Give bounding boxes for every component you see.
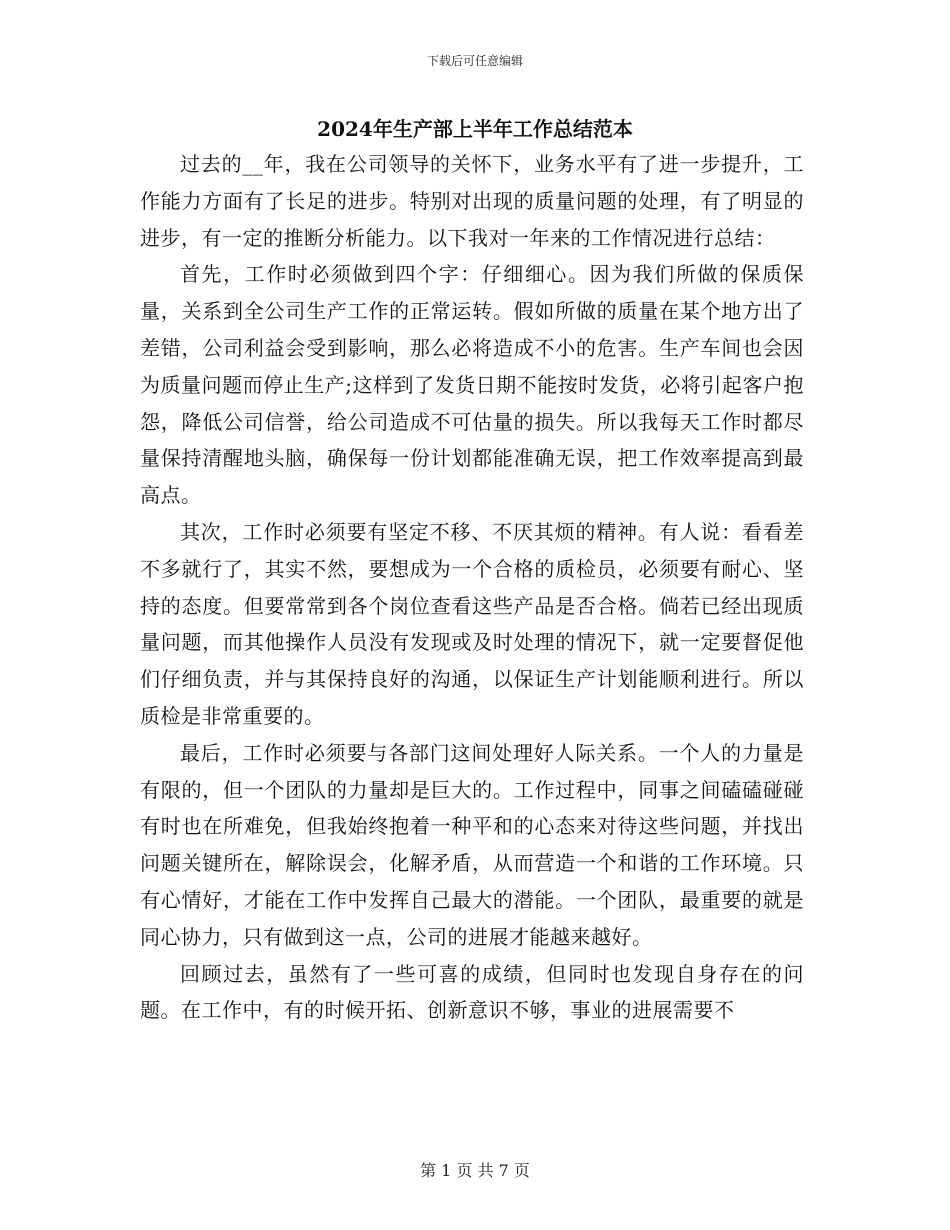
document-title: 2024年生产部上半年工作总结范本 [317, 117, 633, 141]
paragraph-intro: 过去的__年，我在公司领导的关怀下，业务水平有了进一步提升，工作能力方面有了长足的进步。特别对出现的质量问题的处理，有了明显的进步，有一定的推断分析能力。以下我对一年来的工作情况进行总结： [140, 152, 804, 250]
paragraph-second: 其次，工作时必须要有坚定不移、不厌其烦的精神。有人说：看看差不多就行了，其实不然，要想成为一个合格的质检员，必须要有耐心、坚持的态度。但要常常到各个岗位查看这些产品是否合格。倘若已经出现质量问题，而其他操作人员没有发现或及时处理的情况下，就一定要督促他们仔细负责，并与其保持良好的沟通，以保证生产计划能顺利进行。所以质检是非常重要的。 [140, 519, 804, 728]
paragraph-first: 首先，工作时必须做到四个字：仔细细心。因为我们所做的保质保量，关系到全公司生产工作的正常运转。假如所做的质量在某个地方出了差错，公司利益会受到影响，那么必将造成不小的危害。生产车间也会因为质量问题而停止生产;这样到了发货日期不能按时发货，必将引起客户抱怨，降低公司信誉，给公司造成不可估量的损失。所以我每天工作时都尽量保持清醒地头脑，确保每一份计划都能准确无误，把工作效率提高到最高点。 [140, 262, 804, 508]
header-note: 下载后可任意编辑 [426, 54, 523, 68]
paragraph-review: 回顾过去，虽然有了一些可喜的成绩，但同时也发现自身存在的问题。在工作中，有的时候开拓、创新意识不够，事业的进展需要不 [140, 961, 804, 1023]
paragraph-last: 最后，工作时必须要与各部门这间处理好人际关系。一个人的力量是有限的，但一个团队的力量却是巨大的。工作过程中，同事之间磕磕碰碰有时也在所难免，但我始终抱着一种平和的心态来对待这些问题，并找出问题关键所在，解除误会，化解矛盾，从而营造一个和谐的工作环境。只有心情好，才能在工作中发挥自己最大的潜能。一个团队，最重要的就是同心协力，只有做到这一点，公司的进展才能越来越好。 [140, 740, 804, 949]
page-number: 第 1 页 共 7 页 [420, 1161, 530, 1180]
document-body [140, 146, 804, 1029]
